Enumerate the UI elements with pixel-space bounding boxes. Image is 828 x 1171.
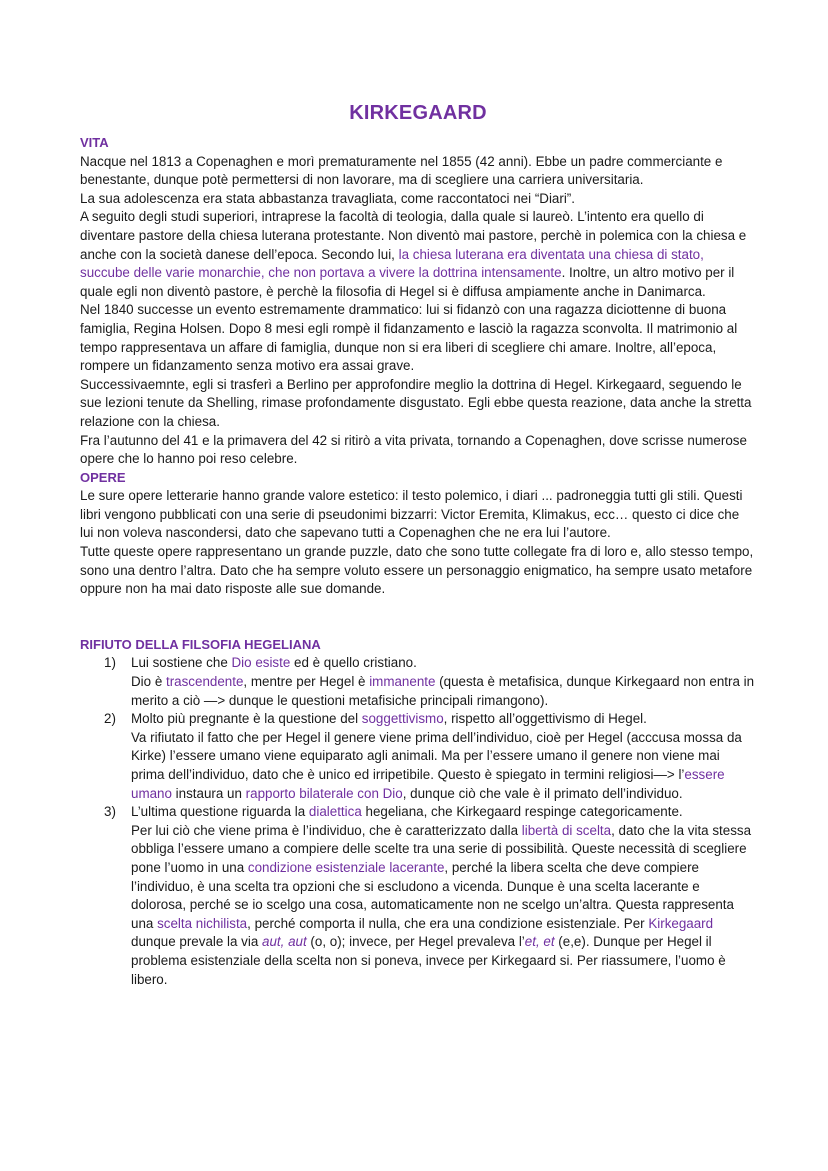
highlighted-text: rapporto bilaterale con Dio — [245, 785, 403, 801]
text-run: , perché la libera scelta che deve compiere l’individuo, è una scelta tra opzioni che si escludono a vicenda. Dunque è una scelta lacerante e dolorosa, perché se io scelgo una cosa, automaticamente non ne scelgo un’altra. Questa rappresenta una — [131, 859, 734, 931]
section-heading-vita: VITA — [80, 135, 109, 150]
highlighted-text: la chiesa luterana era diventata una chiesa di stato, succube delle varie monarchie, che non portava a vivere la dottrina intensamente — [80, 246, 704, 281]
text-run: (questa è metafisica, dunque Kirkegaard non entra in merito a ciò —> dunque le questioni metafisiche principali rimangono). — [131, 674, 755, 708]
vita-paragraph-4: Nel 1840 successe un evento estremamente drammatico: lui si fidanzò con una ragazza diciottenne di buona famiglia, Regina Holsen. Dopo 8 mesi egli rompè il fidanzamento e lasciò la ragazza sconvolta. Il matrimonio al tempo rappresentava un affare di famiglia, dunque non si era liberi di scegliere chi amare. Inoltre, all’epoca, rompere un fidanzamento senza motivo era assai grave. — [80, 302, 738, 374]
highlighted-text: soggettivismo — [361, 711, 444, 727]
vita-paragraph-2: La sua adolescenza era stata abbastanza travagliata, come raccontatoci nei “Diari”. — [80, 190, 575, 206]
highlighted-text: immanente — [369, 674, 436, 690]
text-run: (e,e). Dunque per Hegel il problema esistenziale della scelta non si poneva, invece per Kirkegaard si. Per riassumere, l’uomo è libero. — [131, 934, 726, 987]
highlighted-text: essere umano — [131, 767, 725, 801]
text-run: A seguito degli studi superiori, intraprese la facoltà di teologia, dalla quale si laureò. L’intento era quello di diventare pastore della chiesa luterana protestante. Non diventò mai pastore, perchè in polemica con la chiesa e anche con la società danese dell’epoca. Secondo lui, — [80, 209, 747, 262]
highlighted-text: Kirkegaard — [648, 915, 714, 931]
text-run: , mentre per Hegel è — [243, 674, 370, 690]
section-heading-opere: OPERE — [80, 469, 126, 485]
numbered-list — [80, 654, 756, 989]
highlighted-text: dialettica — [308, 804, 362, 820]
list-number: 3) — [104, 804, 116, 820]
vita-paragraph-5: Successivaemnte, egli si trasferì a Berlino per approfondire meglio la dottrina di Hegel. Kirkegaard, seguendo le sue lezioni tenute da Shelling, rimase profondamente disgustato. Egli ebbe questa reazione, data anche la stretta relazione con la chiesa. — [80, 376, 752, 429]
highlighted-text: trascendente — [165, 674, 244, 690]
highlighted-italic-text: et, et — [524, 934, 555, 950]
text-run: , rispetto all’oggettivismo di Hegel. — [443, 711, 647, 727]
text-run: Per lui ciò che viene prima è l’individuo, che è caratterizzato dalla — [131, 822, 522, 838]
text-run: Lui sostiene che — [131, 655, 232, 671]
text-run: instaura un — [171, 785, 246, 801]
list-number: 2) — [104, 711, 116, 727]
text-run: . Inoltre, un altro motivo per il quale egli non diventò pastore, è perchè la filosofia di Hegel si è diffusa ampiamente anche in Danimarca. — [80, 265, 735, 299]
vita-paragraph-1: Nacque nel 1813 a Copenaghen e morì prematuramente nel 1855 (42 anni). Ebbe un padre commerciante e benestante, dunque potè permettersi di non lavorare, ma di scegliere una carriera universitaria. — [80, 153, 723, 188]
text-run: hegeliana, che Kirkegaard respinge categoricamente. — [361, 804, 683, 820]
highlighted-italic-text: aut, aut — [262, 934, 307, 950]
list-item-3 — [80, 803, 756, 989]
text-run: ed è quello cristiano. — [290, 655, 417, 671]
highlighted-text: scelta nichilista — [157, 915, 248, 931]
text-run: (o, o); invece, per Hegel prevaleva l’ — [306, 934, 525, 950]
highlighted-text: libertà di scelta — [521, 822, 612, 838]
vita-paragraph-6: Fra l’autunno del 41 e la primavera del 42 si ritirò a vita privata, tornando a Copenaghen, dove scrisse numerose opere che lo hanno poi reso celebre. — [80, 432, 747, 467]
text-run: Va rifiutato il fatto che per Hegel il genere viene prima dell’individuo, cioè per Hegel (acccusa mossa da Kirke) l’essere umano viene equiparato agli animali. Ma per l’essere umano il genere non viene mai prima dell’individuo, dato che è unico ed irripetibile. Questo è spiegato in termini religiosi—> l’ — [131, 729, 742, 782]
text-run: Dio è — [131, 674, 166, 690]
text-run: , dunque ciò che vale è il primato dell’individuo. — [402, 785, 683, 801]
list-number: 1) — [104, 655, 116, 671]
highlighted-text: Dio esiste — [231, 655, 291, 671]
opere-paragraph-2: Tutte queste opere rappresentano un grande puzzle, dato che sono tutte collegate fra di loro e, allo stesso tempo, sono una dentro l’altra. Dato che ha sempre voluto essere un personaggio enigmatico, ha sempre usato metafore oppure non ha mai dato risposte alle sue domande. — [80, 544, 754, 597]
text-run: dunque prevale la via — [131, 934, 263, 950]
page-title: KIRKEGAARD — [349, 102, 487, 124]
list-item-2 — [80, 710, 756, 803]
text-run: L’ultima questione riguarda la — [131, 804, 309, 820]
text-run: , perché comporta il nulla, che era una condizione esistenziale. Per — [247, 915, 649, 931]
vita-paragraph-3 — [80, 208, 756, 301]
section-heading-rifiuto: RIFIUTO DELLA FILSOFIA HEGELIANA — [80, 636, 321, 652]
opere-paragraph-1: Le sure opere letterarie hanno grande valore estetico: il testo polemico, i diari ... padroneggia tutti gli stili. Questi libri vengono pubblicati con una serie di pseudonimi bizzarri: Victor Eremita, Klimakus, ecc… questo ci dice che lui non voleva nascondersi, dato che sapevano tutti a Copenaghen che ne era lui l’autore. — [80, 488, 743, 541]
highlighted-text: condizione esistenziale lacerante — [247, 859, 445, 875]
text-run: , dato che la vita stessa obbliga l’essere umano a compiere delle scelte tra una serie di possibilità. Queste necessità di scegliere pone l’uomo in una — [131, 822, 752, 875]
list-item-1 — [80, 654, 756, 710]
text-run: Molto più pregnante è la questione del — [131, 711, 362, 727]
